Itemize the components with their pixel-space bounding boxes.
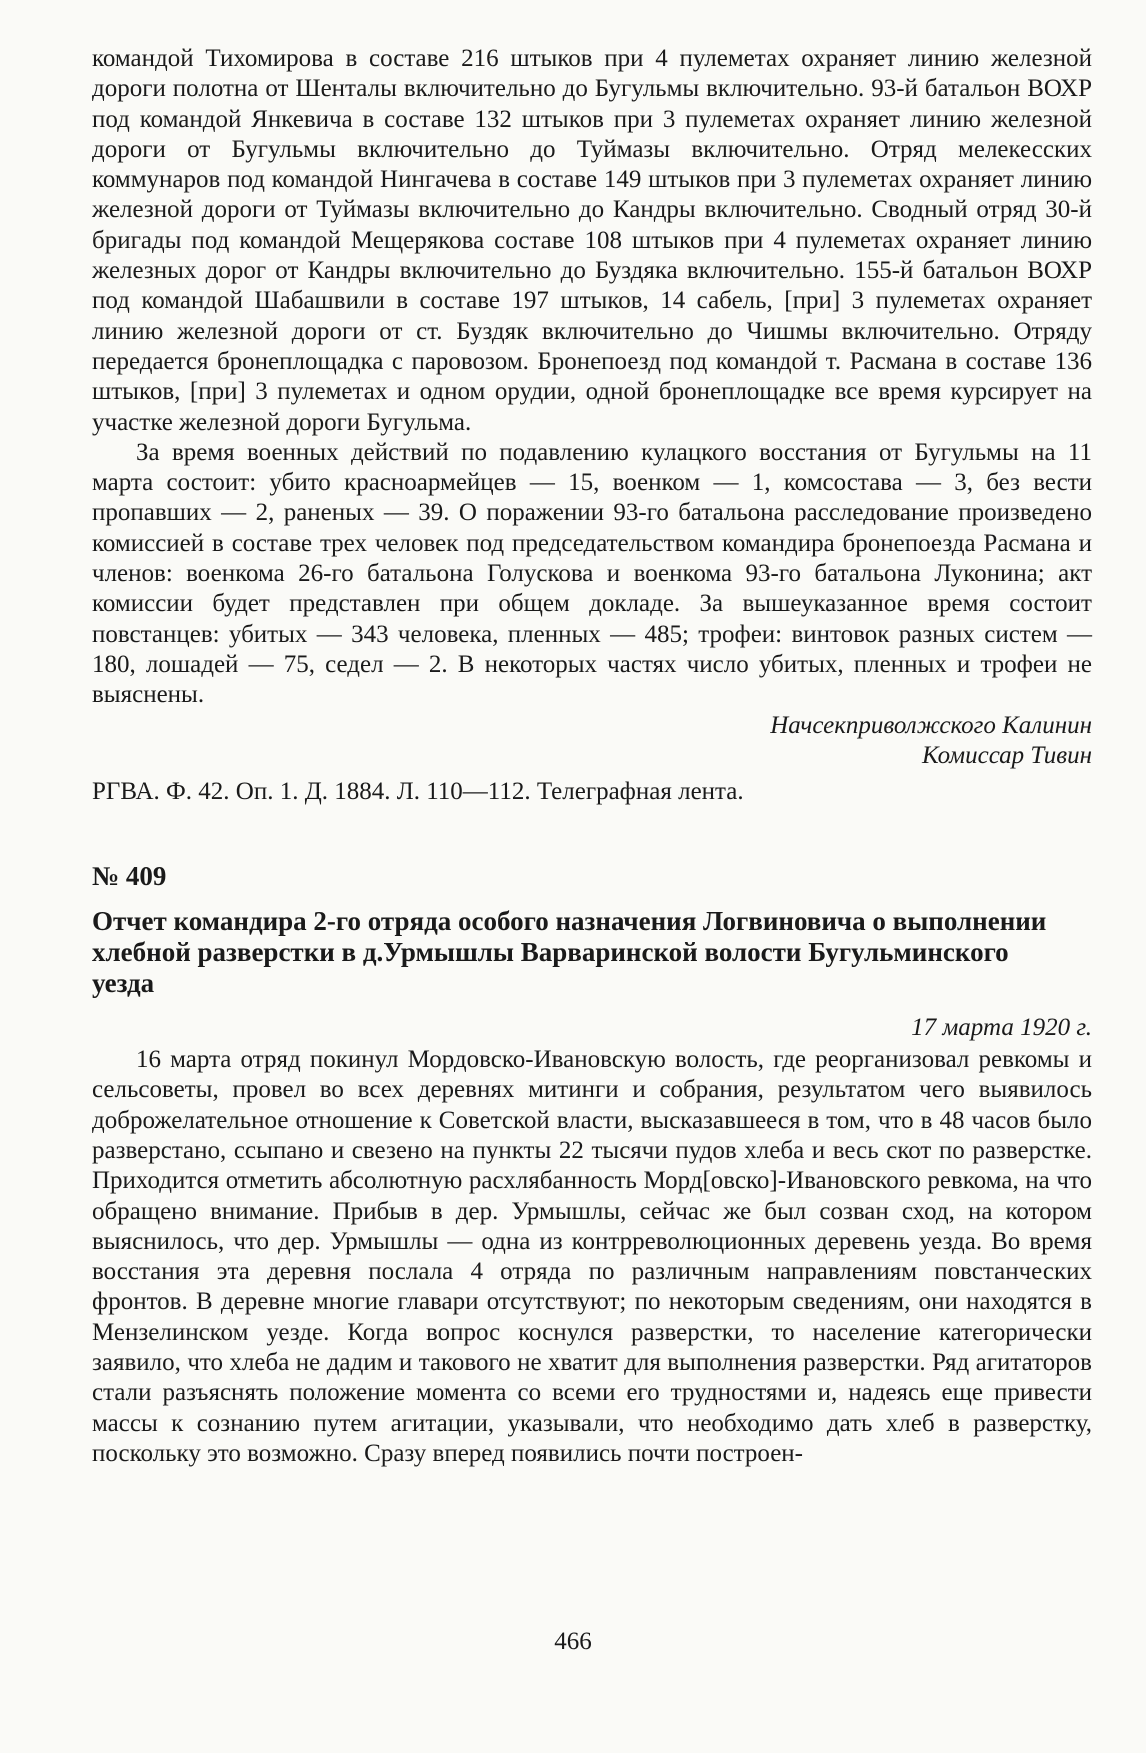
top-paragraph: командой Тихомирова в составе 216 штыков при 4 пулеметах охраняет линию железной дороги полотна от Шенталы включительно до Бугульмы включительно. 93-й батальон ВОХР под командой Янкевича в составе 132 штыков при 3 пулеметах охраняет линию железной дороги от Бугульмы включительно до Туймазы включительно. Отряд мелекесских коммунаров под командой Нингачева в составе 149 штыков при 3 пулеметах охраняет линию железной дороги от Туймазы включительно до Кандры включительно. Сводный отряд 30-й бригады под командой Мещерякова составе 108 штыков при 4 пулеметах охраняет линию железных дорог от Кандры включительно до Буздяка включительно. 155-й батальон ВОХР под командой Шабашвили в составе 197 штыков, 14 сабель, [при] 3 пулеметах охраняет линию железной дороги от ст. Буздяк включительно до Чишмы включительно. Отряду передается бронеплощадка с паровозом. Бронепоезд под командой т. Расмана в составе 136 штыков, [при] 3 пулеметах и одном орудии, одной бронеплощадке все время курсирует на участке железной дороги Бугульма. <box>92 45 1092 436</box>
page-number: 466 <box>554 1628 592 1655</box>
report-body-paragraph: 16 марта отряд покинул Мордовско-Ивановскую волость, где реорганизовал ревкомы и сельсоветы, провел во всех деревнях митинги и собрания, результатом чего выявилось доброжелательное отношение к Советской власти, высказавшееся в том, что в 48 часов было разверстано, ссыпано и свезено на пункты 22 тысячи пудов хлеба и весь скот по разверстке. Приходится отметить абсолютную расхлябанность Морд[овско]-Ивановского ревкома, на что обращено внимание. Прибыв в дер. Урмышлы, сейчас же был созван сход, на котором выяснилось, что дер. Урмышлы — одна из контрреволюционных деревень уезда. Во время восстания эта деревня послала 4 отряда по различным направлениям повстанческих фронтов. В деревне многие главари отсутствуют; по некоторым сведениям, они находятся в Мензелинском уезде. Когда вопрос коснулся разверстки, то население категорически заявило, что хлеба не дадим и такового не хватит для выполнения разверстки. Ряд агитаторов стали разъяснять положение момента со всеми его трудностями и, надеясь еще привести массы к сознанию путем агитации, указывали, что необходимо дать хлеб в разверстку, поскольку это возможно. Сразу вперед появились почти построен- <box>92 1046 1092 1467</box>
casualties-paragraph: За время военных действий по подавлению кулацкого восстания от Бугульмы на 11 марта состоит: убито красноармейцев — 15, военком — 1, комсостава — 3, без вести пропавших — 2, раненых — 39. О поражении 93-го батальона расследование произведено комиссией в составе трех человек под председательством командира бронепоезда Расмана и членов: военкома 26-го батальона Голускова и военкома 93-го батальона Луконина; акт комиссии будет представлен при общем докладе. За вышеуказанное время состоит повстанцев: убитых — 343 человека, пленных — 485; трофеи: винтовок разных систем — 180, лошадей — 75, седел — 2. В некоторых частях число убитых, пленных и трофеи не выяснены. <box>92 438 1092 709</box>
signature-line-2: Комиссар Тивин <box>921 741 1092 769</box>
document-date: 17 марта 1920 г. <box>911 1013 1092 1041</box>
signature-line-1: Начсекприволжского Калинин <box>770 711 1092 739</box>
archive-source: РГВА. Ф. 42. Оп. 1. Д. 1884. Л. 110—112. Телеграфная лента. <box>92 778 744 806</box>
document-title: Отчет командира 2-го отряда особого назначения Логвиновича о выполнении хлебной разверстки в д.Урмышлы Варваринской волости Бугульминского уезда <box>92 905 1047 998</box>
document-number: № 409 <box>92 861 167 892</box>
document-page <box>92 44 1092 1469</box>
